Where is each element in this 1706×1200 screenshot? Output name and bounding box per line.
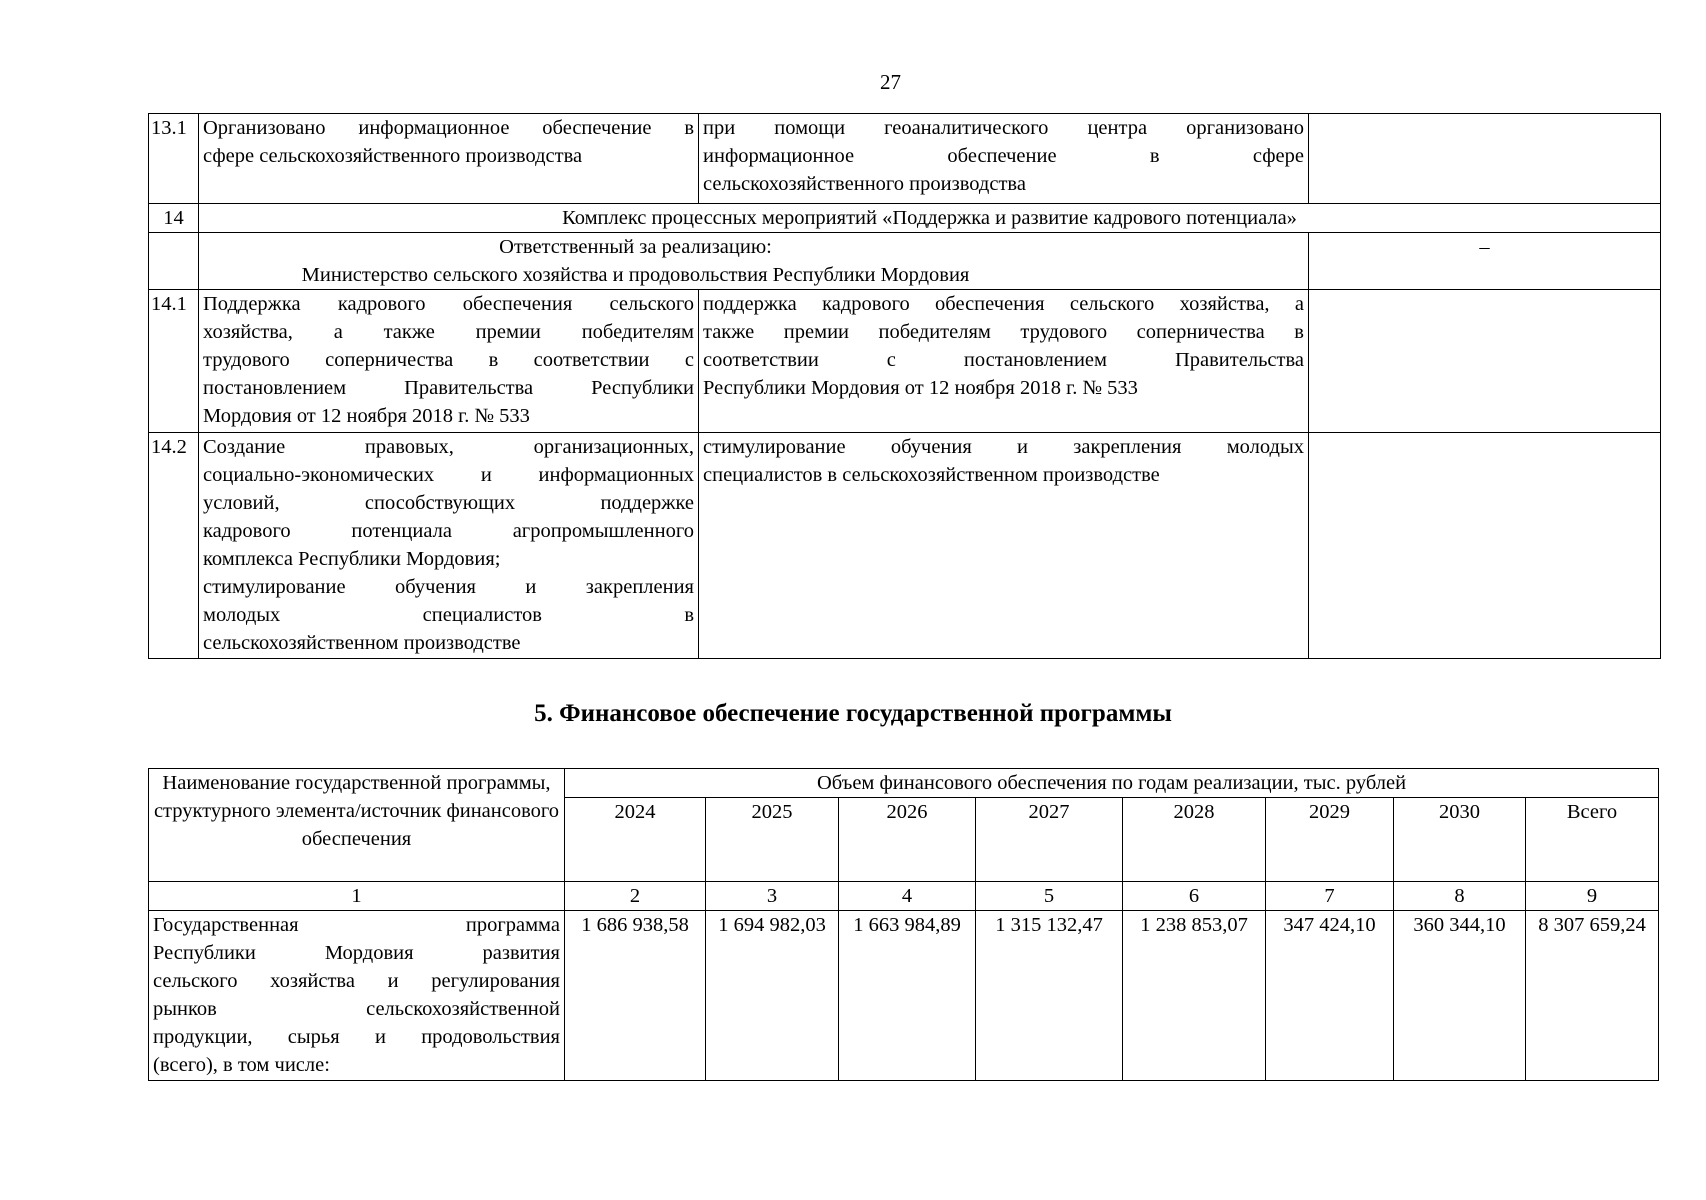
task-line: стимулирование обучения и закрепления xyxy=(203,576,694,598)
empty-cell xyxy=(1309,433,1661,659)
desc-line: информационное обеспечение в сфере xyxy=(703,145,1304,167)
table-row xyxy=(149,204,1661,233)
year-header: 2024 xyxy=(565,798,706,882)
year-header: 2030 xyxy=(1394,798,1526,882)
description-cell xyxy=(699,290,1309,433)
program-name-line: (всего), в том числе: xyxy=(153,1054,330,1076)
column-number: 8 xyxy=(1394,882,1526,911)
task-cell xyxy=(199,290,699,433)
row-number: 14.2 xyxy=(149,433,199,659)
table-row xyxy=(149,911,1659,1081)
section-title: 5. Финансовое обеспечение государственной программы xyxy=(534,700,1172,727)
task-line: Организовано информационное обеспечение в xyxy=(203,117,694,139)
responsible-cell xyxy=(199,233,1309,290)
desc-line: при помощи геоаналитического центра организовано xyxy=(703,117,1304,139)
task-line: постановлением Правительства Республики xyxy=(203,377,694,399)
empty-cell xyxy=(1309,290,1661,433)
task-line: Создание правовых, организационных, xyxy=(203,436,694,458)
program-name-line: Республики Мордовия развития xyxy=(153,942,560,964)
year-header: 2027 xyxy=(976,798,1123,882)
task-line: молодых специалистов в xyxy=(203,604,694,626)
desc-line: стимулирование обучения и закрепления молодых xyxy=(703,436,1304,458)
column-number: 3 xyxy=(706,882,839,911)
task-line: условий, способствующих поддержке xyxy=(203,492,694,514)
responsible-org: Министерство сельского хозяйства и продовольствия Республики Мордовия xyxy=(301,264,970,286)
desc-line: соответствии с постановлением Правительства xyxy=(703,349,1304,371)
row-number: 14.1 xyxy=(149,290,199,433)
program-name-line: Государственная программа xyxy=(153,914,560,936)
program-name-line: продукции, сырья и продовольствия xyxy=(153,1026,560,1048)
value-2025: 1 694 982,03 xyxy=(706,911,839,1081)
year-header: 2026 xyxy=(839,798,976,882)
page-number: 27 xyxy=(880,70,901,94)
column-number: 5 xyxy=(976,882,1123,911)
desc-line: специалистов в сельскохозяйственном производстве xyxy=(703,464,1160,486)
activities-table xyxy=(148,113,1661,659)
year-header: 2025 xyxy=(706,798,839,882)
value-2027: 1 315 132,47 xyxy=(976,911,1123,1081)
task-line: сельскохозяйственном производстве xyxy=(203,632,521,654)
row-number: 14 xyxy=(149,204,199,233)
task-line: хозяйства, а также премии победителям xyxy=(203,321,694,343)
task-line: социально-экономических и информационных xyxy=(203,464,694,486)
total-header: Всего xyxy=(1526,798,1659,882)
task-cell xyxy=(199,114,699,204)
program-name-line: рынков сельскохозяйственной xyxy=(153,998,560,1020)
empty-cell xyxy=(1309,114,1661,204)
desc-line: Республики Мордовия от 12 ноября 2018 г. № 533 xyxy=(703,377,1138,399)
task-line: комплекса Республики Мордовия; xyxy=(203,548,501,570)
description-cell xyxy=(699,114,1309,204)
desc-line: сельскохозяйственного производства xyxy=(703,173,1026,195)
responsible-label: Ответственный за реализацию: xyxy=(499,236,772,258)
column-number: 1 xyxy=(149,882,565,911)
value-2024: 1 686 938,58 xyxy=(565,911,706,1081)
value-2028: 1 238 853,07 xyxy=(1123,911,1266,1081)
program-name-line: сельского хозяйства и регулирования xyxy=(153,970,560,992)
program-name-cell xyxy=(149,911,565,1081)
column-number: 9 xyxy=(1526,882,1659,911)
table-row xyxy=(149,233,1661,290)
value-total: 8 307 659,24 xyxy=(1526,911,1659,1081)
task-line: Поддержка кадрового обеспечения сельского xyxy=(203,293,694,315)
table-row xyxy=(149,433,1661,659)
value-2026: 1 663 984,89 xyxy=(839,911,976,1081)
task-line: кадрового потенциала агропромышленного xyxy=(203,520,694,542)
column-number: 2 xyxy=(565,882,706,911)
financing-table xyxy=(148,768,1659,1081)
empty-cell xyxy=(149,233,199,290)
complex-title: Комплекс процессных мероприятий «Поддержка и развитие кадрового потенциала» xyxy=(199,204,1661,233)
description-cell xyxy=(699,433,1309,659)
desc-line: также премии победителям трудового соперничества в xyxy=(703,321,1304,343)
column-number: 6 xyxy=(1123,882,1266,911)
year-header: 2028 xyxy=(1123,798,1266,882)
name-header: Наименование государственной программы, структурного элемента/источник финансового обеспечения xyxy=(149,769,565,882)
column-number: 7 xyxy=(1266,882,1394,911)
header-row xyxy=(149,769,1659,798)
row-number: 13.1 xyxy=(149,114,199,204)
responsible-value: – xyxy=(1309,233,1661,290)
value-2029: 347 424,10 xyxy=(1266,911,1394,1081)
task-line: Мордовия от 12 ноября 2018 г. № 533 xyxy=(203,405,530,427)
task-cell xyxy=(199,433,699,659)
task-line: трудового соперничества в соответствии с xyxy=(203,349,694,371)
value-2030: 360 344,10 xyxy=(1394,911,1526,1081)
table-row xyxy=(149,290,1661,433)
table-row xyxy=(149,114,1661,204)
volume-header: Объем финансового обеспечения по годам реализации, тыс. рублей xyxy=(565,769,1659,798)
year-header: 2029 xyxy=(1266,798,1394,882)
task-line: сфере сельскохозяйственного производства xyxy=(203,145,583,167)
column-number: 4 xyxy=(839,882,976,911)
desc-line: поддержка кадрового обеспечения сельского хозяйства, а xyxy=(703,293,1304,315)
column-number-row xyxy=(149,882,1659,911)
